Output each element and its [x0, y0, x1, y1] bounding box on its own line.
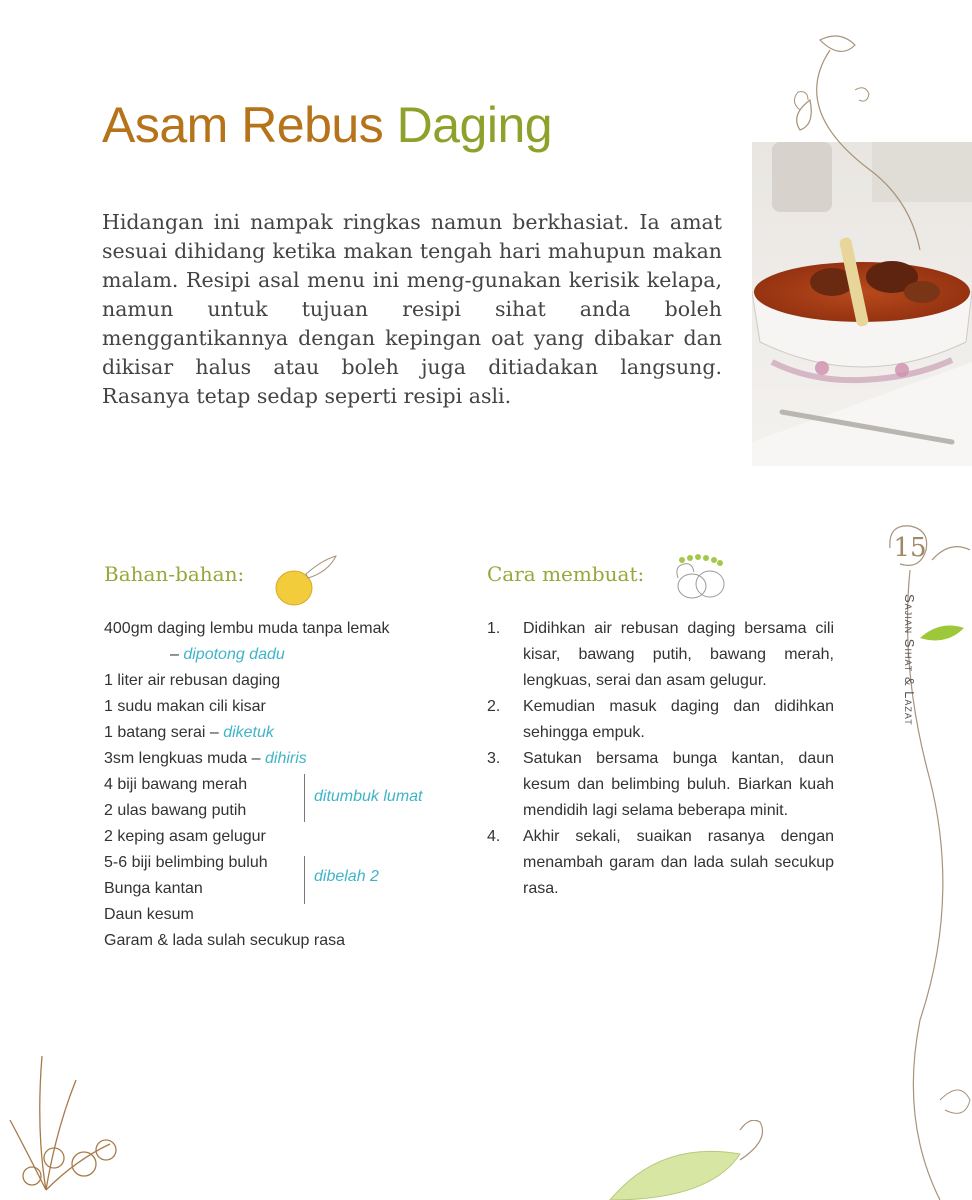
ingredient-text: 1 batang serai – — [104, 724, 224, 741]
list-item — [104, 616, 390, 642]
ingredient-text: 1 liter air rebusan daging — [104, 672, 281, 689]
ingredient-text: 3sm lengkuas muda – — [104, 750, 265, 767]
brace-note-ditumbuk: ditumbuk lumat — [314, 788, 423, 805]
title-word-asam-rebus: Asam Rebus — [102, 97, 384, 153]
ingredients-heading: Bahan-bahan: — [104, 562, 245, 586]
ingredient-text: 5-6 biji belimbing buluh — [104, 854, 268, 871]
ingredient-note: dihiris — [264, 750, 307, 767]
brace — [298, 856, 305, 904]
ingredient-text: 2 keping asam gelugur — [104, 828, 266, 845]
list-item — [104, 668, 390, 694]
ingredient-note: diketuk — [223, 724, 274, 741]
intro-paragraph: Hidangan ini nampak ringkas namun berkhasiat. Ia amat sesuai dihidang ketika makan tengah hari mahupun makan malam. Resipi asal menu ini meng-gunakan kerisik kelapa, namun untuk tujuan resipi sihat anda boleh menggantikannya dengan kepingan oat yang dibakar dan dikisar halus atau boleh juga ditiadakan langsung. Rasanya tetap sedap seperti resipi asli. — [102, 210, 722, 408]
ingredient-text: 400gm daging lembu muda tanpa lemak — [104, 620, 390, 637]
ingredient-text: 2 ulas bawang putih — [104, 802, 247, 819]
step-text: Satukan bersama bunga kantan, daun kesum dan belimbing buluh. Biarkan kuah mendidih lagi selama beberapa minit. — [523, 750, 834, 819]
step — [487, 824, 834, 902]
list-item — [104, 746, 390, 772]
step-number: 2. — [487, 698, 501, 715]
list-item — [104, 928, 390, 954]
ingredient-text: Garam & lada sulah secukup rasa — [104, 932, 346, 949]
list-item — [104, 720, 390, 746]
mushroom-icon — [670, 552, 730, 602]
ingredient-text: Bunga kantan — [104, 880, 203, 897]
step-text: Akhir sekali, suaikan rasanya dengan menambah garam dan lada sulah secukup rasa. — [523, 828, 834, 897]
brace-note-dibelah: dibelah 2 — [314, 868, 379, 885]
side-book-title: Sajian Sihat & Lazat — [902, 594, 917, 726]
step-number: 4. — [487, 828, 501, 845]
flower-decoration — [6, 1050, 136, 1196]
method-steps — [487, 616, 834, 902]
step-text: Didihkan air rebusan daging bersama cili kisar, bawang putih, bawang merah, lengkuas, serai dan asam gelugur. — [523, 620, 834, 689]
step — [487, 694, 834, 746]
page-number: 15 — [893, 533, 927, 563]
list-item — [104, 824, 390, 850]
ingredients-list — [104, 616, 390, 954]
ingredient-text: – — [170, 646, 184, 663]
step — [487, 616, 834, 694]
step-number: 3. — [487, 750, 501, 767]
lemon-icon — [272, 554, 340, 610]
list-item — [104, 902, 390, 928]
list-item — [104, 694, 390, 720]
step-text: Kemudian masuk daging dan didihkan sehingga empuk. — [523, 698, 834, 741]
ingredient-text: 4 biji bawang merah — [104, 776, 248, 793]
page-title — [102, 96, 552, 154]
ingredient-text: Daun kesum — [104, 906, 194, 923]
method-heading: Cara membuat: — [487, 562, 645, 586]
title-word-daging: Daging — [396, 97, 553, 153]
brace — [298, 774, 305, 822]
step — [487, 746, 834, 824]
list-item — [104, 642, 390, 668]
ingredient-note: dipotong dadu — [183, 646, 285, 663]
leaf-decoration — [600, 1120, 800, 1200]
side-vine-decoration — [880, 520, 972, 1200]
ingredient-text: 1 sudu makan cili kisar — [104, 698, 266, 715]
vine-decoration — [770, 20, 972, 250]
step-number: 1. — [487, 620, 501, 637]
